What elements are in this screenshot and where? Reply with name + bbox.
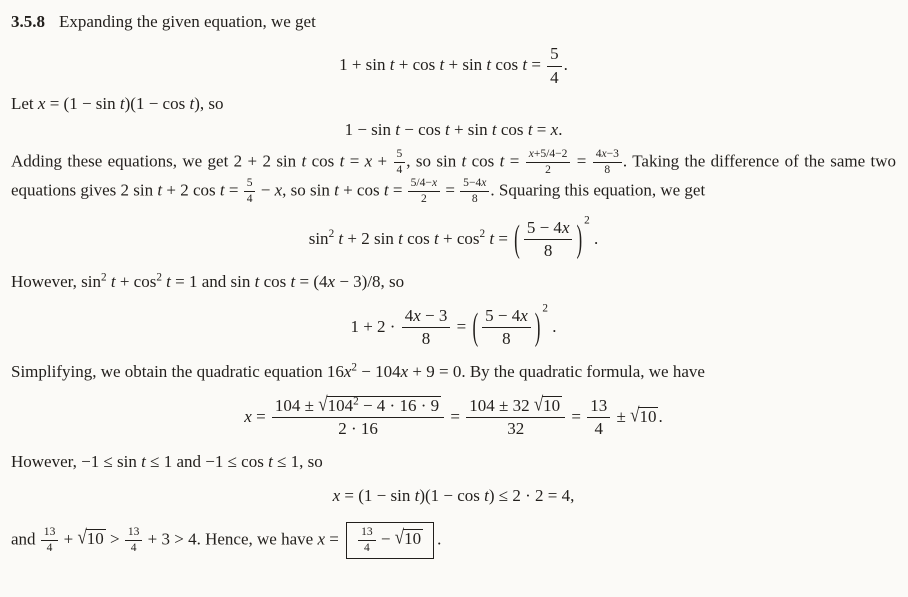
- math-text: −3: [606, 147, 619, 161]
- math-text: cos: [259, 271, 291, 291]
- math-variable: t: [398, 228, 403, 248]
- math-variable: t: [491, 120, 497, 140]
- math-text: =: [571, 151, 592, 171]
- math-text: 2: [100, 270, 107, 283]
- math-text: sin: [308, 228, 329, 248]
- math-text: However, sin: [11, 271, 101, 291]
- math-variable: t: [189, 93, 195, 113]
- math-variable: t: [334, 180, 339, 200]
- math-text: 2: [156, 270, 162, 283]
- math-variable: x: [332, 485, 341, 505]
- fraction: [587, 396, 610, 440]
- fraction-denominator: [402, 328, 451, 349]
- math-text: 5/4−: [410, 176, 432, 190]
- fraction: [526, 148, 571, 177]
- fraction-denominator: [547, 67, 562, 88]
- math-text: 4: [246, 191, 253, 205]
- let-substitution-line: [11, 92, 896, 116]
- math-variable: t: [338, 228, 344, 248]
- fraction-numerator: [272, 392, 444, 418]
- math-text: 13: [43, 524, 56, 538]
- math-text: cos: [496, 120, 528, 140]
- fraction: [41, 526, 59, 555]
- fraction-denominator: [593, 163, 622, 177]
- math-text: − 4 · 16 · 9: [358, 395, 440, 415]
- math-variable: t: [141, 451, 146, 471]
- fraction-numerator: [466, 392, 565, 418]
- math-text: =: [324, 529, 344, 549]
- math-variable: t: [339, 151, 345, 171]
- math-text: =: [567, 406, 586, 426]
- math-text: = 1 and sin: [170, 271, 255, 291]
- math-text: 4: [550, 67, 559, 87]
- fraction-numerator: [587, 396, 610, 418]
- math-text: 2: [353, 395, 359, 407]
- math-variable: x: [528, 147, 534, 161]
- math-text: =: [446, 406, 465, 426]
- fraction-denominator: [272, 418, 444, 439]
- math-text: 2: [584, 214, 590, 227]
- fraction-numerator: [460, 177, 489, 192]
- fraction-denominator: [408, 192, 440, 206]
- fraction-numerator: [482, 306, 531, 328]
- math-text: 8: [543, 241, 553, 261]
- fraction-denominator: [125, 541, 143, 555]
- fraction: [125, 526, 143, 555]
- math-text: =: [388, 180, 407, 200]
- fraction: [272, 392, 444, 440]
- boxed-answer: [346, 522, 434, 559]
- radical-icon: √: [394, 525, 405, 549]
- math-text: =: [251, 406, 270, 426]
- math-text: 32: [507, 419, 525, 439]
- equation-quadratic-formula: [11, 392, 896, 440]
- math-text: +: [372, 151, 393, 171]
- math-text: 4: [396, 163, 403, 177]
- math-text: .: [548, 316, 557, 336]
- math-variable: t: [383, 180, 389, 200]
- fraction-numerator: [547, 44, 562, 66]
- math-text: 5: [396, 147, 403, 161]
- radical-icon: √: [318, 392, 328, 416]
- math-variable: t: [290, 271, 296, 291]
- math-variable: t: [166, 271, 171, 291]
- math-variable: t: [119, 93, 125, 113]
- math-variable: t: [395, 120, 400, 140]
- math-text: cos: [466, 151, 500, 171]
- math-text: 4: [595, 147, 602, 161]
- radicand: [638, 407, 658, 427]
- math-text: 8: [471, 191, 478, 205]
- fraction: [460, 177, 489, 206]
- math-text: 13: [127, 524, 140, 538]
- math-text: 10: [543, 395, 561, 415]
- math-variable: x: [413, 305, 421, 325]
- math-text: + 9 = 0. By the quadratic formula, we have: [408, 361, 705, 381]
- simplify-paragraph: [11, 360, 896, 384]
- problem-number: 3.5.8: [11, 12, 45, 31]
- math-text: . Squaring this equation, we get: [490, 180, 706, 200]
- math-text: = (1 − sin: [340, 485, 415, 505]
- math-text: + sin: [449, 120, 492, 140]
- math-text: 2: [479, 227, 486, 240]
- superscript: [101, 271, 107, 283]
- math-text: 104: [327, 395, 354, 415]
- math-text: + cos: [338, 180, 384, 200]
- adding-subtracting-paragraph: [11, 148, 896, 206]
- math-text: ≤ 1, so: [272, 451, 323, 471]
- fraction-numerator: [394, 148, 406, 163]
- math-text: ≤ 1 and −1 ≤ cos: [145, 451, 269, 471]
- math-variable: t: [461, 151, 467, 171]
- math-text: +: [59, 529, 78, 549]
- radicand: [403, 529, 423, 549]
- fraction-denominator: [394, 163, 406, 177]
- math-variable: x: [317, 529, 325, 549]
- square-root: [630, 405, 658, 429]
- fraction-denominator: [526, 163, 571, 177]
- fraction: [593, 148, 622, 177]
- math-variable: x: [274, 180, 283, 200]
- math-text: =: [494, 228, 513, 248]
- math-text: 10: [639, 406, 657, 426]
- equation-squared: [11, 214, 896, 262]
- math-text: 13: [590, 395, 608, 415]
- math-text: .: [563, 54, 568, 74]
- math-variable: t: [444, 120, 450, 140]
- fraction-numerator: [408, 177, 440, 192]
- conclusion-paragraph: [11, 522, 896, 559]
- math-text: 104 ±: [274, 395, 319, 415]
- radical-icon: √: [77, 525, 87, 549]
- math-text: 4: [363, 540, 370, 554]
- math-text: 5 − 4: [526, 217, 562, 237]
- math-text: − cos: [399, 120, 445, 140]
- math-variable: t: [439, 54, 445, 74]
- math-text: =: [527, 54, 546, 74]
- big-paren: ): [576, 217, 583, 260]
- math-text: cos: [402, 228, 434, 248]
- math-text: + 2 cos: [162, 180, 220, 200]
- fraction-numerator: [526, 148, 571, 163]
- fraction-denominator: [358, 541, 376, 555]
- equation-expanded-given: [11, 44, 896, 88]
- math-text: ±: [612, 406, 631, 426]
- fraction-denominator: [41, 541, 59, 555]
- math-text: 5−4: [463, 176, 482, 190]
- math-variable: t: [527, 120, 533, 140]
- math-text: 1 + 2 ·: [350, 316, 400, 336]
- math-text: ), so: [194, 93, 224, 113]
- math-text: .: [589, 228, 599, 248]
- math-text: )(1 − cos: [124, 93, 190, 113]
- math-variable: x: [431, 176, 438, 190]
- math-text: 1 + sin: [339, 54, 390, 74]
- radicand: [327, 396, 442, 416]
- math-variable: x: [364, 151, 373, 171]
- math-text: ) ≤ 2 · 2 = 4,: [488, 485, 575, 505]
- math-text: 5 − 4: [485, 305, 521, 325]
- square-root: [533, 392, 562, 416]
- math-text: + 2 sin: [343, 228, 399, 248]
- math-text: However, −1 ≤ sin: [11, 451, 142, 471]
- fraction-numerator: [402, 306, 451, 328]
- fraction-numerator: [358, 526, 376, 541]
- math-text: − 3: [420, 305, 448, 325]
- fraction-numerator: [593, 148, 622, 163]
- math-text: −: [376, 529, 395, 549]
- math-text: + cos: [394, 54, 440, 74]
- math-variable: t: [484, 485, 489, 505]
- math-variable: x: [400, 361, 409, 381]
- math-text: − 3)/8, so: [335, 271, 405, 291]
- math-text: cos: [491, 54, 523, 74]
- math-text: − 104: [357, 361, 401, 381]
- fraction: [358, 526, 376, 555]
- math-text: 4: [404, 305, 414, 325]
- math-text: 2: [542, 302, 549, 315]
- square-root: [77, 527, 105, 551]
- fraction-denominator: [482, 328, 531, 349]
- equation-upper-bound: [11, 484, 896, 508]
- fraction: [408, 177, 440, 206]
- math-variable: t: [219, 180, 225, 200]
- math-text: =: [441, 180, 460, 200]
- equation-substituted: [11, 118, 896, 142]
- fraction: [402, 306, 451, 350]
- math-text: 8: [421, 329, 431, 349]
- fraction-denominator: [524, 240, 573, 261]
- math-text: 2: [328, 227, 335, 240]
- math-text: Let: [11, 93, 38, 113]
- math-text: .: [437, 529, 442, 549]
- math-text: =: [532, 120, 551, 140]
- math-text: =: [344, 151, 365, 171]
- fraction: [547, 44, 562, 88]
- math-text: +5/4−2: [533, 147, 568, 161]
- fraction-denominator: [460, 192, 489, 206]
- math-variable: x: [561, 217, 570, 237]
- math-text: 10: [404, 529, 422, 549]
- math-variable: t: [301, 151, 307, 171]
- math-variable: t: [486, 54, 492, 74]
- math-text: =: [504, 151, 525, 171]
- math-text: , so sin: [406, 151, 462, 171]
- solution-header-line: [11, 10, 896, 34]
- math-variable: t: [157, 180, 163, 200]
- math-text: + 3 > 4. Hence, we have: [143, 529, 318, 549]
- math-text: Simplifying, we obtain the quadratic equation 16: [11, 361, 344, 381]
- math-variable: t: [254, 271, 260, 291]
- intro-text: Expanding the given equation, we get: [59, 12, 316, 31]
- math-text: + cos: [115, 271, 157, 291]
- superscript: [542, 302, 548, 314]
- math-text: 13: [361, 524, 373, 538]
- fraction-numerator: [524, 218, 573, 240]
- radical-icon: √: [533, 392, 544, 416]
- math-variable: x: [37, 93, 46, 113]
- math-text: 2: [545, 163, 551, 177]
- math-text: 2: [420, 191, 427, 205]
- math-text: cos: [306, 151, 340, 171]
- fraction: [394, 148, 406, 177]
- math-text: 10: [86, 529, 104, 549]
- radicand: [86, 529, 106, 549]
- math-text: 5: [246, 176, 253, 190]
- math-variable: x: [481, 176, 487, 190]
- math-text: = (4: [295, 271, 328, 291]
- fraction: [244, 177, 256, 206]
- math-text: .: [558, 120, 563, 140]
- superscript: [584, 215, 590, 227]
- math-text: Adding these equations, we get 2 + 2 sin: [11, 151, 302, 171]
- fraction-denominator: [466, 418, 565, 439]
- math-variable: x: [601, 147, 607, 161]
- math-text: and: [11, 529, 40, 549]
- fraction-numerator: [125, 526, 143, 541]
- fraction: [482, 306, 531, 350]
- math-text: 2: [351, 360, 358, 373]
- math-text: 8: [604, 163, 611, 177]
- math-variable: x: [550, 120, 559, 140]
- big-paren: (: [514, 217, 520, 260]
- math-text: 2 · 16: [338, 419, 378, 439]
- fraction: [466, 392, 565, 440]
- radical-icon: √: [630, 403, 640, 426]
- math-text: −: [256, 180, 275, 200]
- math-text: .: [658, 406, 663, 426]
- math-variable: t: [522, 54, 528, 74]
- math-variable: t: [434, 228, 439, 248]
- math-text: 8: [502, 329, 511, 349]
- math-variable: t: [110, 271, 116, 291]
- math-variable: x: [244, 406, 252, 426]
- radicand: [542, 396, 562, 416]
- math-text: + sin: [444, 54, 487, 74]
- square-root: [395, 527, 423, 551]
- math-variable: t: [414, 485, 420, 505]
- equation-combined: [11, 302, 896, 350]
- math-text: 1 − sin: [344, 120, 396, 140]
- fraction-numerator: [41, 526, 59, 541]
- math-text: + cos: [438, 228, 480, 248]
- math-text: 104 ± 32: [469, 395, 534, 415]
- math-text: = (1 − sin: [45, 93, 120, 113]
- math-variable: t: [389, 54, 395, 74]
- math-variable: t: [499, 151, 505, 171]
- math-variable: x: [327, 271, 336, 291]
- math-variable: x: [520, 305, 528, 325]
- fraction-denominator: [244, 192, 256, 206]
- math-text: 4: [46, 540, 53, 554]
- fraction-denominator: [587, 418, 610, 439]
- math-variable: x: [343, 361, 352, 381]
- math-text: . Taking the difference of the same two equations gives 2 sin: [11, 151, 896, 200]
- identity-paragraph: [11, 270, 896, 294]
- math-text: =: [452, 316, 471, 336]
- math-text: 5: [550, 44, 559, 64]
- big-paren: (: [472, 305, 479, 348]
- fraction-numerator: [244, 177, 256, 192]
- math-variable: t: [268, 451, 273, 471]
- math-text: , so sin: [282, 180, 335, 200]
- textbook-solution-page: [11, 10, 896, 559]
- math-variable: t: [489, 228, 495, 248]
- math-text: 4: [130, 540, 137, 554]
- math-text: >: [105, 529, 124, 549]
- square-root: [318, 392, 441, 416]
- math-text: 4: [594, 419, 604, 439]
- math-text: )(1 − cos: [419, 485, 485, 505]
- big-paren: ): [534, 305, 541, 348]
- fraction: [524, 218, 573, 262]
- math-text: =: [224, 180, 243, 200]
- bounds-paragraph: [11, 450, 896, 474]
